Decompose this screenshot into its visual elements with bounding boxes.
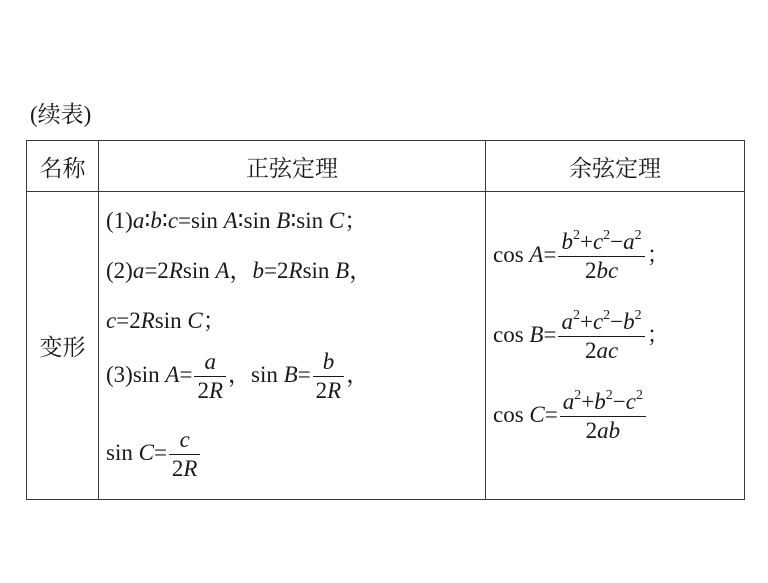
table-caption: (续表) bbox=[30, 102, 92, 127]
cos-a-fraction: $\frac{b^2+c^2-a^2}{2bc}$ bbox=[558, 228, 644, 285]
header-row bbox=[27, 141, 745, 192]
header-name: 名称 bbox=[27, 141, 99, 192]
sine-fraction-line: (3)sin A= $\frac{a}{2R}$ ，sin B= $\frac{b}{2R}$ ， bbox=[106, 349, 370, 403]
sine-law-variants bbox=[99, 192, 486, 500]
formula-table bbox=[26, 140, 745, 500]
fraction-b-over-2R: $\frac{b}{2R}$ bbox=[313, 348, 345, 405]
sine-side-formula-line-c: c=2Rsin C； bbox=[106, 308, 226, 333]
fraction-c-over-2R: $\frac{c}{2R}$ bbox=[169, 426, 201, 483]
cos-b-formula: cos B= $\frac{a^2+c^2-b^2}{2ac}$ ； bbox=[493, 308, 670, 363]
cos-c-fraction: $\frac{a^2+b^2-c^2}{2ab}$ bbox=[560, 388, 646, 445]
sine-side-formula-line: (2)a=2Rsin A，b=2Rsin B， bbox=[106, 258, 373, 283]
cos-c-formula: cos C= $\frac{a^2+b^2-c^2}{2ab}$ bbox=[493, 388, 648, 445]
sine-fraction-line-c: sin C= $\frac{c}{2R}$ bbox=[106, 426, 202, 483]
cos-b-fraction: $\frac{a^2+c^2-b^2}{2ac}$ bbox=[558, 308, 644, 365]
row-label-variant: 变形 bbox=[27, 192, 99, 500]
sine-ratio-line: (1)a∶b∶c=sin A∶sin B∶sin C； bbox=[106, 208, 368, 233]
cosine-law-variants bbox=[486, 192, 745, 500]
fraction-a-over-2R: $\frac{a}{2R}$ bbox=[194, 348, 226, 405]
cos-a-formula: cos A= $\frac{b^2+c^2-a^2}{2bc}$ ； bbox=[493, 228, 670, 283]
header-cosine-law: 余弦定理 bbox=[486, 141, 745, 192]
variant-row bbox=[27, 192, 745, 500]
header-sine-law: 正弦定理 bbox=[99, 141, 486, 192]
